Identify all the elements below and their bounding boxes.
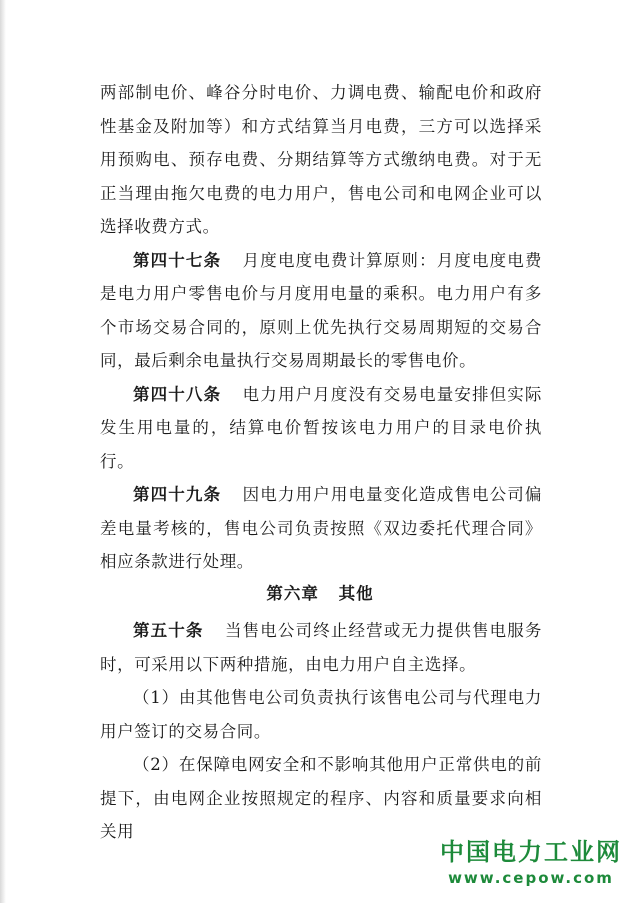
watermark-name: 中国电力工业网 [440, 838, 622, 866]
chapter-name: 其他 [338, 584, 374, 603]
list-item-1: （1）由其他售电公司负责执行该售电公司与代理电力用户签订的交易合同。 [100, 688, 542, 741]
intro-paragraph: 两部制电价、峰谷分时电价、力调电费、输配电价和政府性基金及附加等）和方式结算当月电费，三方可以选择采用预购电、预存电费、分期结算等方式缴纳电费。对于无正当理由拖欠电费的电力用户，售电公司和电网企业可以选择收费方式。 [100, 83, 542, 236]
article-49 [100, 478, 542, 579]
watermark-url: www.cepow.com [448, 869, 614, 887]
article-50-title: 第五十条 [133, 621, 204, 640]
document-body-lower [100, 614, 542, 849]
article-48 [100, 378, 542, 479]
article-49-title: 第四十九条 [133, 485, 222, 504]
article-50 [100, 614, 542, 681]
article-49-text: 因电力用户用电量变化造成售电公司偏差电量考核的，售电公司负责按照《双边委托代理合同》相应条款进行处理。 [100, 485, 543, 571]
chapter-number: 第六章 [266, 584, 319, 603]
article-48-title: 第四十八条 [133, 384, 222, 404]
article-47 [100, 244, 542, 378]
list-item-2: （2）在保障电网安全和不影响其他用户正常供电的前提下，由电网企业按照规定的程序、内容和质量要求向相关用 [100, 755, 542, 841]
article-50-text: 当售电公司终止经营或无力提供售电服务时，可采用以下两种措施，由电力用户自主选择。 [100, 621, 542, 674]
site-watermark [440, 837, 622, 889]
chapter-heading [0, 580, 640, 604]
article-47-title: 第四十七条 [133, 250, 222, 270]
document-body-upper [100, 76, 542, 579]
article-48-text: 电力用户月度没有交易电量安排但实际发生用电量的，结算电价暂按该电力用户的目录电价执行。 [100, 384, 543, 471]
article-47-text: 月度电度电费计算原则：月度电度电费是电力用户零售电价与月度用电量的乘积。电力用户有多个市场交易合同的，原则上优先执行交易周期短的交易合同，最后剩余电量执行交易周期最长的零售电价。 [100, 250, 543, 370]
page-edge-shadow [0, 0, 6, 903]
